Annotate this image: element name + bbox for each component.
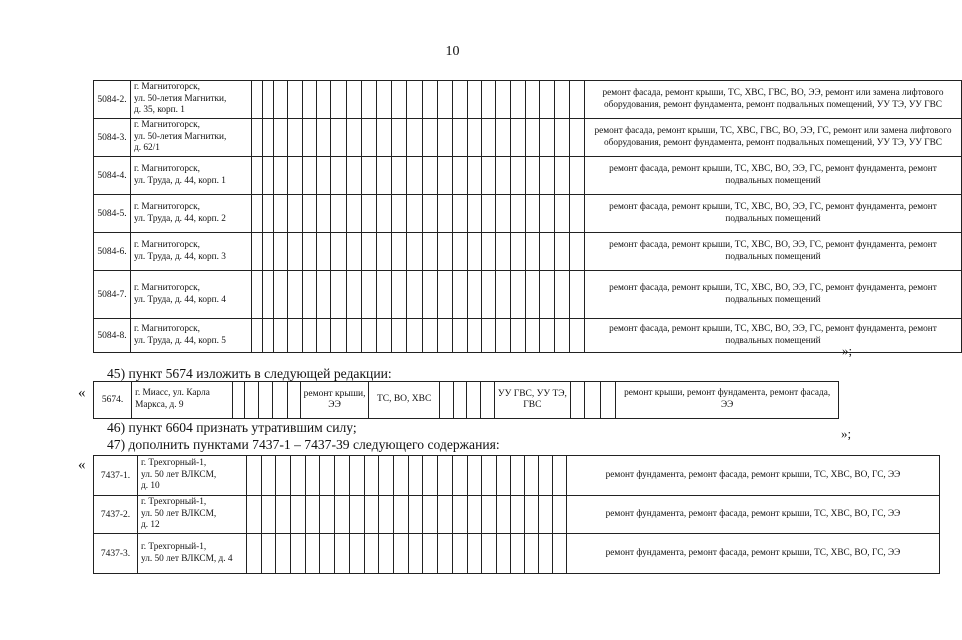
row-number: 5084-5.: [94, 195, 131, 233]
empty-cell: [362, 271, 377, 319]
row-works: ремонт фасада, ремонт крыши, ТС, ХВС, ВО, ЭЭ, ГС, ремонт фундамента, ремонт подвальных помещений: [585, 195, 962, 233]
empty-cell: [453, 496, 468, 534]
table2-num: 5674.: [94, 382, 132, 419]
empty-cell: [317, 233, 331, 271]
table-row: [94, 456, 940, 496]
empty-cell: [468, 271, 482, 319]
empty-cell: [377, 81, 392, 119]
empty-cell: [303, 119, 317, 157]
empty-cell: [288, 81, 303, 119]
empty-cell: [317, 119, 331, 157]
empty-cell: [365, 534, 379, 574]
row-address: г. Магнитогорск, ул. Труда, д. 44, корп. 2: [131, 195, 252, 233]
empty-cell: [482, 233, 496, 271]
table-row: [94, 195, 962, 233]
empty-cell: [350, 534, 365, 574]
empty-cell: [263, 271, 274, 319]
table2-address: г. Миасс, ул. Карла Маркса, д. 9: [132, 382, 233, 419]
empty-cell: [320, 496, 335, 534]
table2-end-mark: »;: [841, 426, 852, 441]
empty-cell: [482, 319, 496, 353]
table2-works: ремонт крыши, ремонт фундамента, ремонт фасада, ЭЭ: [616, 382, 839, 419]
empty-cell: [392, 319, 407, 353]
empty-cell: [252, 119, 263, 157]
empty-cell: [540, 157, 555, 195]
empty-cell: [331, 81, 347, 119]
empty-cell: [570, 81, 585, 119]
empty-cell: [453, 157, 468, 195]
empty-cell: [335, 534, 350, 574]
table2-empty-cell: [585, 382, 600, 419]
empty-cell: [306, 496, 320, 534]
empty-cell: [482, 119, 496, 157]
table-row: [94, 157, 962, 195]
row-address: г. Трехгорный-1, ул. 50 лет ВЛКСМ, д. 12: [138, 496, 247, 534]
empty-cell: [274, 81, 288, 119]
empty-cell: [407, 319, 423, 353]
empty-cell: [511, 233, 526, 271]
table-item-5674: [93, 381, 839, 419]
empty-cell: [291, 496, 306, 534]
empty-cell: [540, 119, 555, 157]
empty-cell: [526, 157, 540, 195]
table2-systems: ТС, ВО, ХВС: [369, 382, 440, 419]
empty-cell: [335, 496, 350, 534]
empty-cell: [331, 271, 347, 319]
row-number: 5084-6.: [94, 233, 131, 271]
empty-cell: [262, 496, 276, 534]
empty-cell: [392, 119, 407, 157]
row-address: г. Магнитогорск, ул. Труда, д. 44, корп. 3: [131, 233, 252, 271]
empty-cell: [438, 233, 453, 271]
empty-cell: [252, 157, 263, 195]
empty-cell: [540, 233, 555, 271]
empty-cell: [303, 233, 317, 271]
empty-cell: [482, 496, 497, 534]
empty-cell: [453, 119, 468, 157]
table2-empty-cell: [233, 382, 245, 419]
empty-cell: [392, 233, 407, 271]
empty-cell: [438, 81, 453, 119]
empty-cell: [482, 157, 496, 195]
item-46-text: 46) пункт 6604 признать утратившим силу;: [107, 420, 357, 435]
empty-cell: [377, 157, 392, 195]
empty-cell: [553, 496, 567, 534]
empty-cell: [347, 233, 362, 271]
empty-cell: [496, 233, 511, 271]
row-works: ремонт фасада, ремонт крыши, ТС, ХВС, ГВС, ВО, ЭЭ, ремонт или замена лифтового оборудования, ремонт фундамента, ремонт подвальных помещений, УУ ТЭ, УУ ГВС: [585, 81, 962, 119]
empty-cell: [453, 81, 468, 119]
empty-cell: [291, 534, 306, 574]
empty-cell: [320, 456, 335, 496]
empty-cell: [526, 319, 540, 353]
empty-cell: [407, 195, 423, 233]
empty-cell: [317, 195, 331, 233]
empty-cell: [438, 534, 453, 574]
row-works: ремонт фасада, ремонт крыши, ТС, ХВС, ВО, ЭЭ, ГС, ремонт фундамента, ремонт подвальных помещений: [585, 271, 962, 319]
empty-cell: [247, 456, 262, 496]
empty-cell: [496, 81, 511, 119]
table-addresses-magnitogorsk: [93, 80, 962, 353]
empty-cell: [362, 233, 377, 271]
empty-cell: [274, 157, 288, 195]
empty-cell: [379, 496, 394, 534]
empty-cell: [555, 119, 570, 157]
empty-cell: [331, 319, 347, 353]
empty-cell: [453, 319, 468, 353]
empty-cell: [570, 233, 585, 271]
row-works: ремонт фасада, ремонт крыши, ТС, ХВС, ВО, ЭЭ, ГС, ремонт фундамента, ремонт подвальных помещений: [585, 233, 962, 271]
empty-cell: [423, 233, 438, 271]
empty-cell: [438, 157, 453, 195]
empty-cell: [331, 195, 347, 233]
empty-cell: [306, 456, 320, 496]
empty-cell: [365, 496, 379, 534]
empty-cell: [468, 456, 482, 496]
empty-cell: [570, 319, 585, 353]
empty-cell: [317, 157, 331, 195]
empty-cell: [423, 157, 438, 195]
empty-cell: [407, 157, 423, 195]
empty-cell: [317, 319, 331, 353]
empty-cell: [377, 271, 392, 319]
empty-cell: [423, 319, 438, 353]
empty-cell: [392, 157, 407, 195]
item-47-text: 47) дополнить пунктами 7437-1 – 7437-39 следующего содержания:: [107, 437, 500, 452]
table2-empty-cell: [287, 382, 300, 419]
empty-cell: [303, 195, 317, 233]
table2-empty-cell: [440, 382, 453, 419]
empty-cell: [555, 81, 570, 119]
empty-cell: [540, 81, 555, 119]
empty-cell: [482, 456, 497, 496]
empty-cell: [317, 81, 331, 119]
empty-cell: [252, 81, 263, 119]
empty-cell: [347, 81, 362, 119]
row-number: 5084-4.: [94, 157, 131, 195]
table-row: [94, 233, 962, 271]
empty-cell: [540, 195, 555, 233]
empty-cell: [438, 496, 453, 534]
empty-cell: [423, 119, 438, 157]
empty-cell: [377, 119, 392, 157]
empty-cell: [525, 534, 539, 574]
row-address: г. Магнитогорск, ул. Труда, д. 44, корп. 1: [131, 157, 252, 195]
row-works: ремонт фундамента, ремонт фасада, ремонт крыши, ТС, ХВС, ВО, ГС, ЭЭ: [567, 456, 940, 496]
empty-cell: [407, 119, 423, 157]
table3-open-quote: «: [78, 457, 86, 473]
empty-cell: [288, 157, 303, 195]
empty-cell: [468, 534, 482, 574]
table-row: [94, 319, 962, 353]
empty-cell: [511, 456, 525, 496]
empty-cell: [392, 271, 407, 319]
table-items-7437: [93, 455, 940, 574]
empty-cell: [423, 534, 438, 574]
empty-cell: [288, 119, 303, 157]
empty-cell: [274, 119, 288, 157]
empty-cell: [526, 195, 540, 233]
empty-cell: [331, 157, 347, 195]
empty-cell: [511, 81, 526, 119]
row-address: г. Магнитогорск, ул. 50-летия Магнитки, д. 35, корп. 1: [131, 81, 252, 119]
empty-cell: [570, 119, 585, 157]
empty-cell: [423, 456, 438, 496]
empty-cell: [438, 271, 453, 319]
empty-cell: [555, 271, 570, 319]
empty-cell: [377, 195, 392, 233]
empty-cell: [540, 319, 555, 353]
empty-cell: [303, 157, 317, 195]
table-row: [94, 534, 940, 574]
row-works: ремонт фундамента, ремонт фасада, ремонт крыши, ТС, ХВС, ВО, ГС, ЭЭ: [567, 496, 940, 534]
empty-cell: [453, 233, 468, 271]
table2-open-quote: «: [78, 385, 86, 401]
empty-cell: [496, 195, 511, 233]
table2-empty-cell: [258, 382, 272, 419]
empty-cell: [247, 534, 262, 574]
empty-cell: [262, 456, 276, 496]
empty-cell: [511, 271, 526, 319]
empty-cell: [526, 119, 540, 157]
empty-cell: [407, 233, 423, 271]
empty-cell: [409, 496, 423, 534]
table-row: [94, 81, 962, 119]
empty-cell: [511, 534, 525, 574]
empty-cell: [555, 233, 570, 271]
empty-cell: [496, 319, 511, 353]
empty-cell: [482, 195, 496, 233]
row-address: г. Трехгорный-1, ул. 50 лет ВЛКСМ, д. 10: [138, 456, 247, 496]
empty-cell: [288, 319, 303, 353]
empty-cell: [409, 534, 423, 574]
empty-cell: [274, 319, 288, 353]
empty-cell: [362, 81, 377, 119]
empty-cell: [570, 271, 585, 319]
empty-cell: [274, 271, 288, 319]
row-works: ремонт фасада, ремонт крыши, ТС, ХВС, ВО, ЭЭ, ГС, ремонт фундамента, ремонт подвальных помещений: [585, 157, 962, 195]
row-number: 5084-2.: [94, 81, 131, 119]
empty-cell: [394, 534, 409, 574]
empty-cell: [252, 195, 263, 233]
empty-cell: [379, 456, 394, 496]
empty-cell: [274, 233, 288, 271]
empty-cell: [496, 119, 511, 157]
empty-cell: [303, 271, 317, 319]
empty-cell: [539, 534, 553, 574]
empty-cell: [468, 119, 482, 157]
empty-cell: [263, 157, 274, 195]
empty-cell: [409, 456, 423, 496]
empty-cell: [438, 456, 453, 496]
empty-cell: [362, 319, 377, 353]
empty-cell: [317, 271, 331, 319]
empty-cell: [320, 534, 335, 574]
row-number: 5084-3.: [94, 119, 131, 157]
empty-cell: [362, 195, 377, 233]
empty-cell: [291, 456, 306, 496]
table2-empty-cell: [245, 382, 258, 419]
empty-cell: [540, 271, 555, 319]
row-address: г. Магнитогорск, ул. 50-летия Магнитки, д. 62/1: [131, 119, 252, 157]
empty-cell: [423, 271, 438, 319]
empty-cell: [347, 157, 362, 195]
empty-cell: [392, 81, 407, 119]
table2-empty-cell: [600, 382, 615, 419]
empty-cell: [263, 195, 274, 233]
empty-cell: [482, 81, 496, 119]
empty-cell: [347, 195, 362, 233]
empty-cell: [392, 195, 407, 233]
empty-cell: [331, 119, 347, 157]
empty-cell: [511, 195, 526, 233]
empty-cell: [511, 319, 526, 353]
row-works: ремонт фасада, ремонт крыши, ТС, ХВС, ВО, ЭЭ, ГС, ремонт фундамента, ремонт подвальных помещений: [585, 319, 962, 353]
empty-cell: [511, 119, 526, 157]
empty-cell: [511, 157, 526, 195]
empty-cell: [362, 157, 377, 195]
empty-cell: [288, 271, 303, 319]
empty-cell: [347, 271, 362, 319]
row-number: 7437-3.: [94, 534, 138, 574]
empty-cell: [553, 456, 567, 496]
empty-cell: [247, 496, 262, 534]
empty-cell: [262, 534, 276, 574]
empty-cell: [453, 534, 468, 574]
empty-cell: [362, 119, 377, 157]
empty-cell: [365, 456, 379, 496]
table2-empty-cell: [466, 382, 480, 419]
empty-cell: [482, 271, 496, 319]
empty-cell: [511, 496, 525, 534]
table2-meters: УУ ГВС, УУ ТЭ, ГВС: [494, 382, 570, 419]
empty-cell: [407, 271, 423, 319]
empty-cell: [276, 496, 291, 534]
empty-cell: [303, 81, 317, 119]
empty-cell: [526, 271, 540, 319]
empty-cell: [482, 534, 497, 574]
empty-cell: [438, 319, 453, 353]
empty-cell: [252, 319, 263, 353]
item-45-text: 45) пункт 5674 изложить в следующей редакции:: [107, 366, 392, 381]
empty-cell: [331, 233, 347, 271]
empty-cell: [377, 233, 392, 271]
empty-cell: [468, 319, 482, 353]
empty-cell: [496, 271, 511, 319]
empty-cell: [570, 157, 585, 195]
empty-cell: [555, 319, 570, 353]
empty-cell: [526, 233, 540, 271]
empty-cell: [453, 195, 468, 233]
empty-cell: [468, 81, 482, 119]
empty-cell: [377, 319, 392, 353]
empty-cell: [497, 534, 511, 574]
empty-cell: [497, 456, 511, 496]
table-row: [94, 271, 962, 319]
empty-cell: [347, 119, 362, 157]
empty-cell: [468, 195, 482, 233]
empty-cell: [468, 157, 482, 195]
empty-cell: [252, 233, 263, 271]
table-row: [94, 119, 962, 157]
empty-cell: [263, 233, 274, 271]
empty-cell: [539, 496, 553, 534]
empty-cell: [276, 456, 291, 496]
table2-empty-cell: [453, 382, 466, 419]
empty-cell: [423, 81, 438, 119]
empty-cell: [423, 496, 438, 534]
empty-cell: [553, 534, 567, 574]
empty-cell: [555, 157, 570, 195]
page-number: 10: [445, 44, 460, 59]
empty-cell: [263, 119, 274, 157]
empty-cell: [252, 271, 263, 319]
empty-cell: [438, 195, 453, 233]
table2-empty-cell: [481, 382, 494, 419]
empty-cell: [438, 119, 453, 157]
table-row: [94, 496, 940, 534]
empty-cell: [288, 195, 303, 233]
empty-cell: [555, 195, 570, 233]
empty-cell: [394, 496, 409, 534]
empty-cell: [350, 496, 365, 534]
table2-roof: ремонт крыши, ЭЭ: [301, 382, 369, 419]
empty-cell: [453, 456, 468, 496]
empty-cell: [306, 534, 320, 574]
row-number: 5084-7.: [94, 271, 131, 319]
row-number: 5084-8.: [94, 319, 131, 353]
row-address: г. Трехгорный-1, ул. 50 лет ВЛКСМ, д. 4: [138, 534, 247, 574]
empty-cell: [539, 456, 553, 496]
empty-cell: [379, 534, 394, 574]
empty-cell: [263, 319, 274, 353]
empty-cell: [526, 81, 540, 119]
empty-cell: [274, 195, 288, 233]
empty-cell: [496, 157, 511, 195]
empty-cell: [497, 496, 511, 534]
empty-cell: [303, 319, 317, 353]
row-address: г. Магнитогорск, ул. Труда, д. 44, корп. 5: [131, 319, 252, 353]
row-number: 7437-2.: [94, 496, 138, 534]
empty-cell: [347, 319, 362, 353]
empty-cell: [570, 195, 585, 233]
row-works: ремонт фундамента, ремонт фасада, ремонт крыши, ТС, ХВС, ВО, ГС, ЭЭ: [567, 534, 940, 574]
table1-end-mark: »;: [842, 343, 853, 358]
empty-cell: [407, 81, 423, 119]
empty-cell: [350, 456, 365, 496]
table2-empty-cell: [571, 382, 585, 419]
empty-cell: [468, 233, 482, 271]
empty-cell: [276, 534, 291, 574]
row-works: ремонт фасада, ремонт крыши, ТС, ХВС, ГВС, ВО, ЭЭ, ГС, ремонт или замена лифтового оборудования, ремонт фундамента, ремонт подвальных помещений, УУ ТЭ, УУ ГВС: [585, 119, 962, 157]
row-number: 7437-1.: [94, 456, 138, 496]
empty-cell: [468, 496, 482, 534]
row-address: г. Магнитогорск, ул. Труда, д. 44, корп. 4: [131, 271, 252, 319]
empty-cell: [423, 195, 438, 233]
table2-empty-cell: [273, 382, 287, 419]
empty-cell: [453, 271, 468, 319]
empty-cell: [525, 496, 539, 534]
empty-cell: [525, 456, 539, 496]
empty-cell: [335, 456, 350, 496]
empty-cell: [263, 81, 274, 119]
empty-cell: [288, 233, 303, 271]
empty-cell: [394, 456, 409, 496]
